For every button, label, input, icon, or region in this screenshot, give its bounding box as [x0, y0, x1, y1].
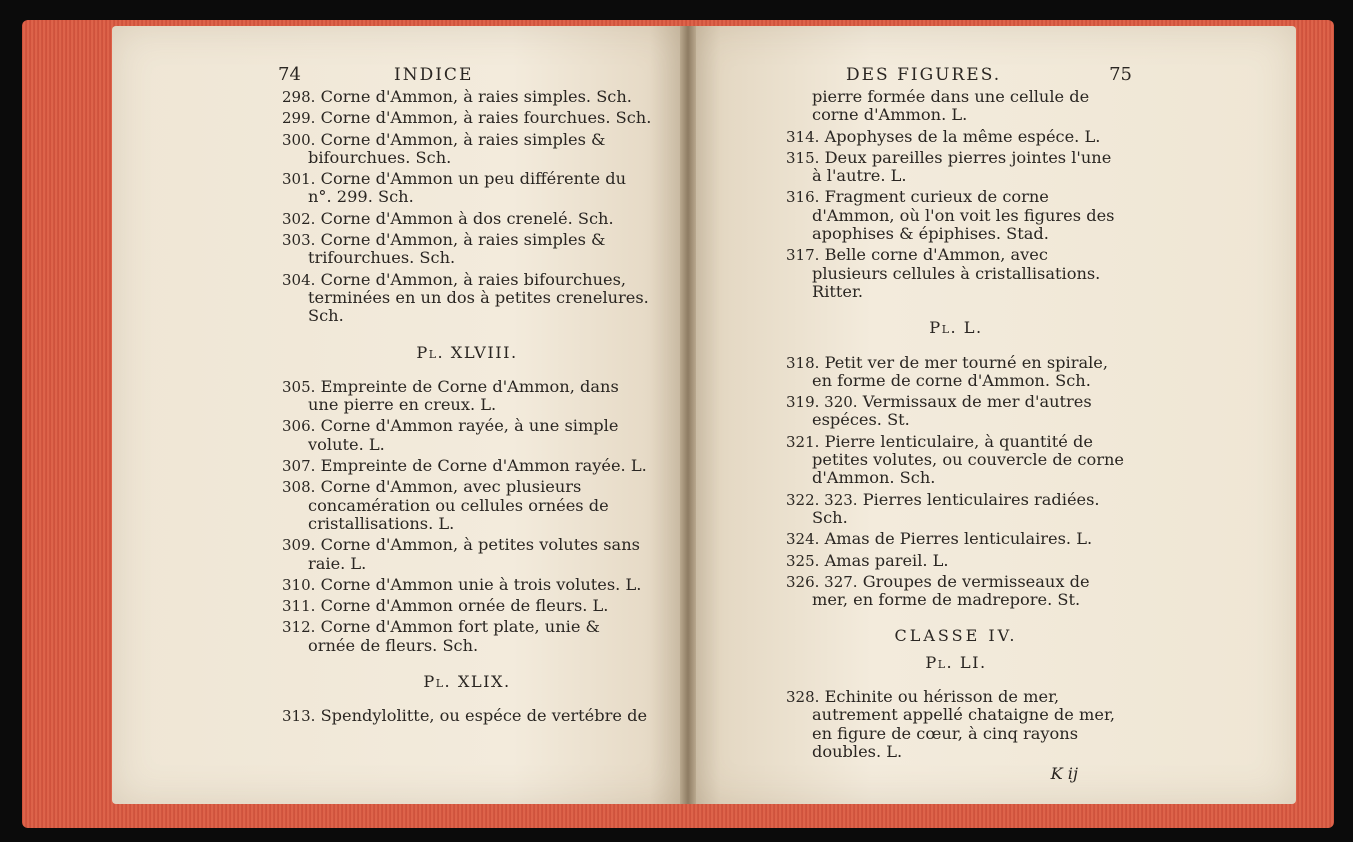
list-item: 306. Corne d'Ammon rayée, à une simple volute. L. [282, 416, 619, 454]
book-gutter [680, 26, 696, 804]
list-item: 326. 327. Groupes de vermisseaux de mer, en forme de madrepore. St. [786, 571, 1090, 610]
plate-heading: Pl. LI. [925, 652, 987, 672]
list-item: 304. Corne d'Ammon, à raies bifourchues, terminées en un dos à petites crenelures. Sch. [282, 269, 649, 326]
plate-heading: Pl. L. [929, 318, 983, 338]
list-item: 313. Spendylolitte, ou espéce de vertébre de [282, 706, 648, 726]
right-header [786, 64, 1132, 88]
list-item: 305. Empreinte de Corne d'Ammon, dans une pierre en creux. L. [282, 376, 619, 415]
list-item: 312. Corne d'Ammon fort plate, unie & ornée de fleurs. Sch. [282, 617, 600, 655]
signature-mark: K ij [1050, 764, 1078, 784]
entry-list-mid [786, 354, 1126, 610]
list-item: 301. Corne d'Ammon un peu différente du n°. 299. Sch. [282, 169, 626, 207]
left-header [278, 64, 652, 88]
list-item: 317. Belle corne d'Ammon, avec plusieurs cellules à cristallisations. Ritter. [786, 245, 1101, 301]
list-item: 322. 323. Pierres lenticulaires radiées. Sch. [786, 489, 1100, 527]
list-item: 298. Corne d'Ammon, à raies simples. Sch. [282, 87, 632, 106]
list-item: 300. Corne d'Ammon, à raies simples & bifourchues. Sch. [282, 129, 606, 167]
list-item: 318. Petit ver de mer tourné en spirale, en forme de corne d'Ammon. Sch. [786, 352, 1109, 390]
list-item: 325. Amas pareil. L. [786, 550, 949, 570]
continued-entry: pierre formée dans une cellule de corne d'Ammon. L. [812, 87, 1090, 125]
entry-list-bottom [282, 707, 652, 725]
right-page-text [786, 64, 1132, 784]
list-item: 311. Corne d'Ammon ornée de fleurs. L. [282, 596, 609, 616]
list-item: 310. Corne d'Ammon unie à trois volutes. L. [282, 574, 642, 594]
running-title: DES FIGURES. [846, 65, 1002, 85]
list-item: 303. Corne d'Ammon, à raies simples & trifourchues. Sch. [282, 230, 606, 268]
running-title: INDICE [394, 65, 474, 85]
entry-list-top [786, 128, 1126, 302]
list-item: 324. Amas de Pierres lenticulaires. L. [786, 529, 1093, 549]
list-item: 302. Corne d'Ammon à dos crenelé. Sch. [282, 208, 614, 228]
list-item: 307. Empreinte de Corne d'Ammon rayée. L. [282, 456, 647, 476]
list-item: 314. Apophyses de la même espéce. L. [786, 126, 1101, 146]
list-item: 328. Echinite ou hérisson de mer, autrement appellé chataigne de mer, en figure de cœur, à cinq rayons doubles. L. [786, 687, 1116, 761]
list-item: 308. Corne d'Ammon, avec plusieurs concamération ou cellules ornées de cristallisations. L. [282, 477, 609, 533]
class-heading: CLASSE IV. [894, 626, 1018, 646]
page-number: 74 [278, 64, 301, 85]
list-item: 319. 320. Vermissaux de mer d'autres espéces. St. [786, 392, 1092, 430]
entry-list-top [282, 88, 652, 326]
entry-list-mid [282, 378, 652, 655]
list-item: 321. Pierre lenticulaire, à quantité de petites volutes, ou couvercle de corne d'Ammon. Sch. [786, 431, 1124, 488]
list-item: 315. Deux pareilles pierres jointes l'une à l'autre. L. [786, 147, 1112, 186]
page-number: 75 [1109, 64, 1132, 85]
list-item: 309. Corne d'Ammon, à petites volutes sans raie. L. [282, 535, 640, 573]
plate-heading: Pl. XLVIII. [416, 342, 518, 362]
list-item: 316. Fragment curieux de corne d'Ammon, où l'on voit les figures des apophises & épiphises. Stad. [786, 187, 1115, 244]
plate-heading: Pl. XLIX. [423, 672, 511, 692]
entry-list-bottom [786, 688, 1126, 761]
list-item: 299. Corne d'Ammon, à raies fourchues. Sch. [282, 108, 652, 128]
left-page-text [278, 64, 652, 729]
